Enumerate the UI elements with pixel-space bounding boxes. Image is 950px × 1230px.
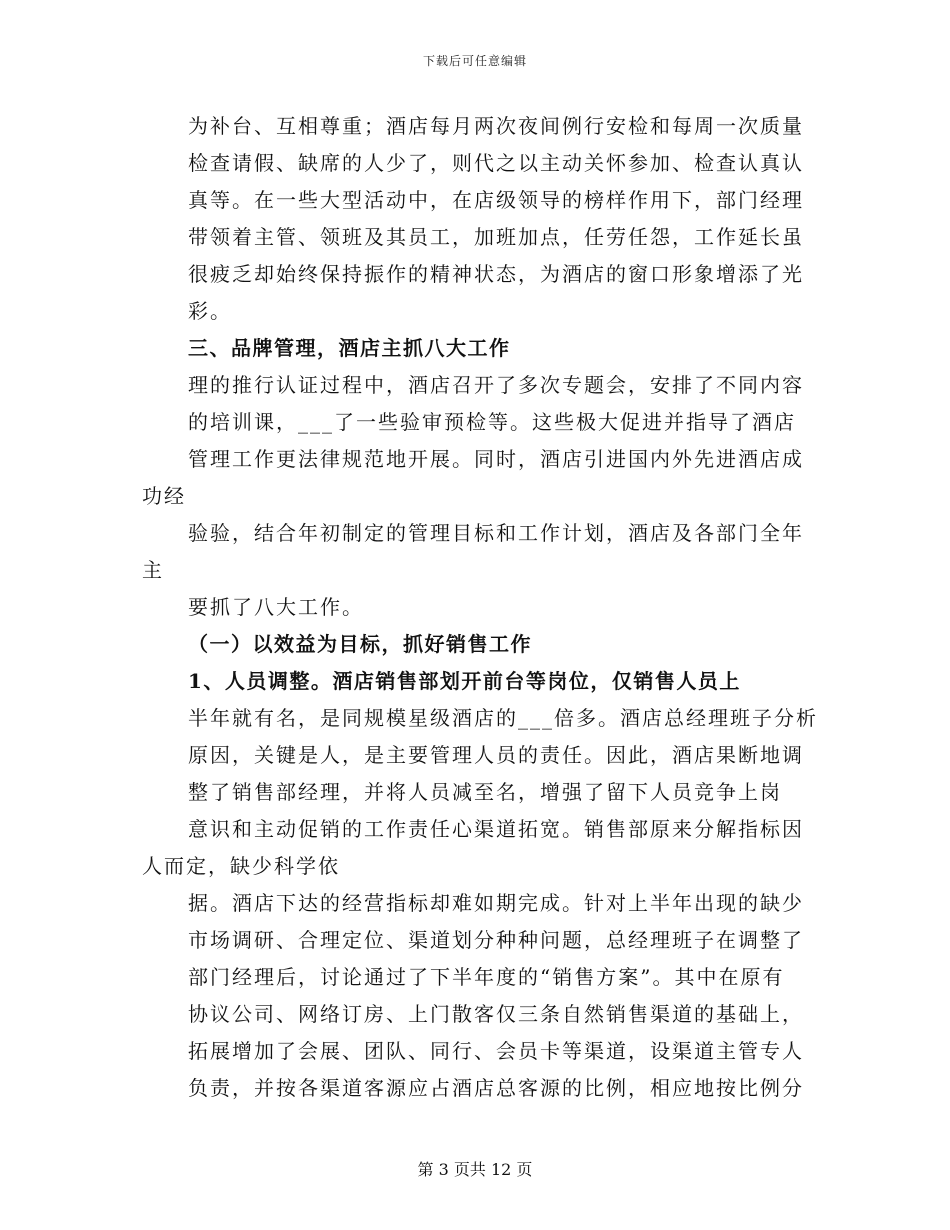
page-number: 第 3 页共 12 页 — [417, 1160, 533, 1179]
paragraph-line: 彩。 — [188, 299, 232, 323]
paragraph-line: 主 — [142, 558, 164, 582]
paragraph-line: 要抓了八大工作。 — [188, 595, 364, 619]
section-heading: 三、品牌管理，酒店主抓八大工作 — [188, 336, 511, 360]
paragraph-line: 半年就有名，是同规模星级酒店的___倍多。酒店总经理班子分析 — [188, 706, 818, 730]
paragraph-line: 的培训课，___了一些验审预检等。这些极大促进并指导了酒店 — [188, 410, 796, 434]
paragraph-line: 整了销售部经理，并将人员减至名，增强了留下人员竞争上岗 — [188, 780, 782, 804]
paragraph-line: 协议公司、网络订房、上门散客仅三条自然销售渠道的基础上， — [188, 1002, 804, 1026]
paragraph-line: 拓展增加了会展、团队、同行、会员卡等渠道，设渠道主管专人 — [188, 1039, 804, 1063]
document-body — [142, 108, 818, 1107]
paragraph-line: 负责，并按各渠道客源应占酒店总客源的比例，相应地按比例分 — [188, 1076, 804, 1100]
paragraph-line: 为补台、互相尊重；酒店每月两次夜间例行安检和每周一次质量 — [188, 114, 804, 138]
paragraph-line: 据。酒店下达的经营指标却难如期完成。针对上半年出现的缺少 — [188, 891, 804, 915]
paragraph-line: 意识和主动促销的工作责任心渠道拓宽。销售部原来分解指标因 — [188, 817, 804, 841]
paragraph-line: 验验，结合年初制定的管理目标和工作计划，酒店及各部门全年 — [188, 521, 804, 545]
paragraph-line: 检查请假、缺席的人少了，则代之以主动关怀参加、检查认真认 — [188, 151, 804, 175]
paragraph-line: 市场调研、合理定位、渠道划分种种问题，总经理班子在调整了 — [188, 928, 804, 952]
paragraph-line: 人而定，缺少科学依 — [142, 854, 340, 878]
paragraph-line: 管理工作更法律规范地开展。同时，酒店引进国内外先进酒店成 — [188, 447, 804, 471]
paragraph-line: 部门经理后，讨论通过了下半年度的“销售方案”。其中在原有 — [188, 965, 785, 989]
paragraph-line: 带领着主管、领班及其员工，加班加点，任劳任怨，工作延长虽 — [188, 225, 804, 249]
paragraph-line: 真等。在一些大型活动中，在店级领导的榜样作用下，部门经理 — [188, 188, 804, 212]
paragraph-line: 功经 — [142, 484, 186, 508]
section-heading: 1、人员调整。酒店销售部划开前台等岗位，仅销售人员上 — [188, 669, 741, 693]
section-heading: （一）以效益为目标，抓好销售工作 — [188, 632, 532, 656]
page-header-note: 下载后可任意编辑 — [422, 54, 527, 68]
paragraph-line: 理的推行认证过程中，酒店召开了多次专题会，安排了不同内容 — [188, 373, 804, 397]
paragraph-line: 很疲乏却始终保持振作的精神状态，为酒店的窗口形象增添了光 — [188, 262, 804, 286]
paragraph-line: 原因，关键是人，是主要管理人员的责任。因此，酒店果断地调 — [188, 743, 804, 767]
